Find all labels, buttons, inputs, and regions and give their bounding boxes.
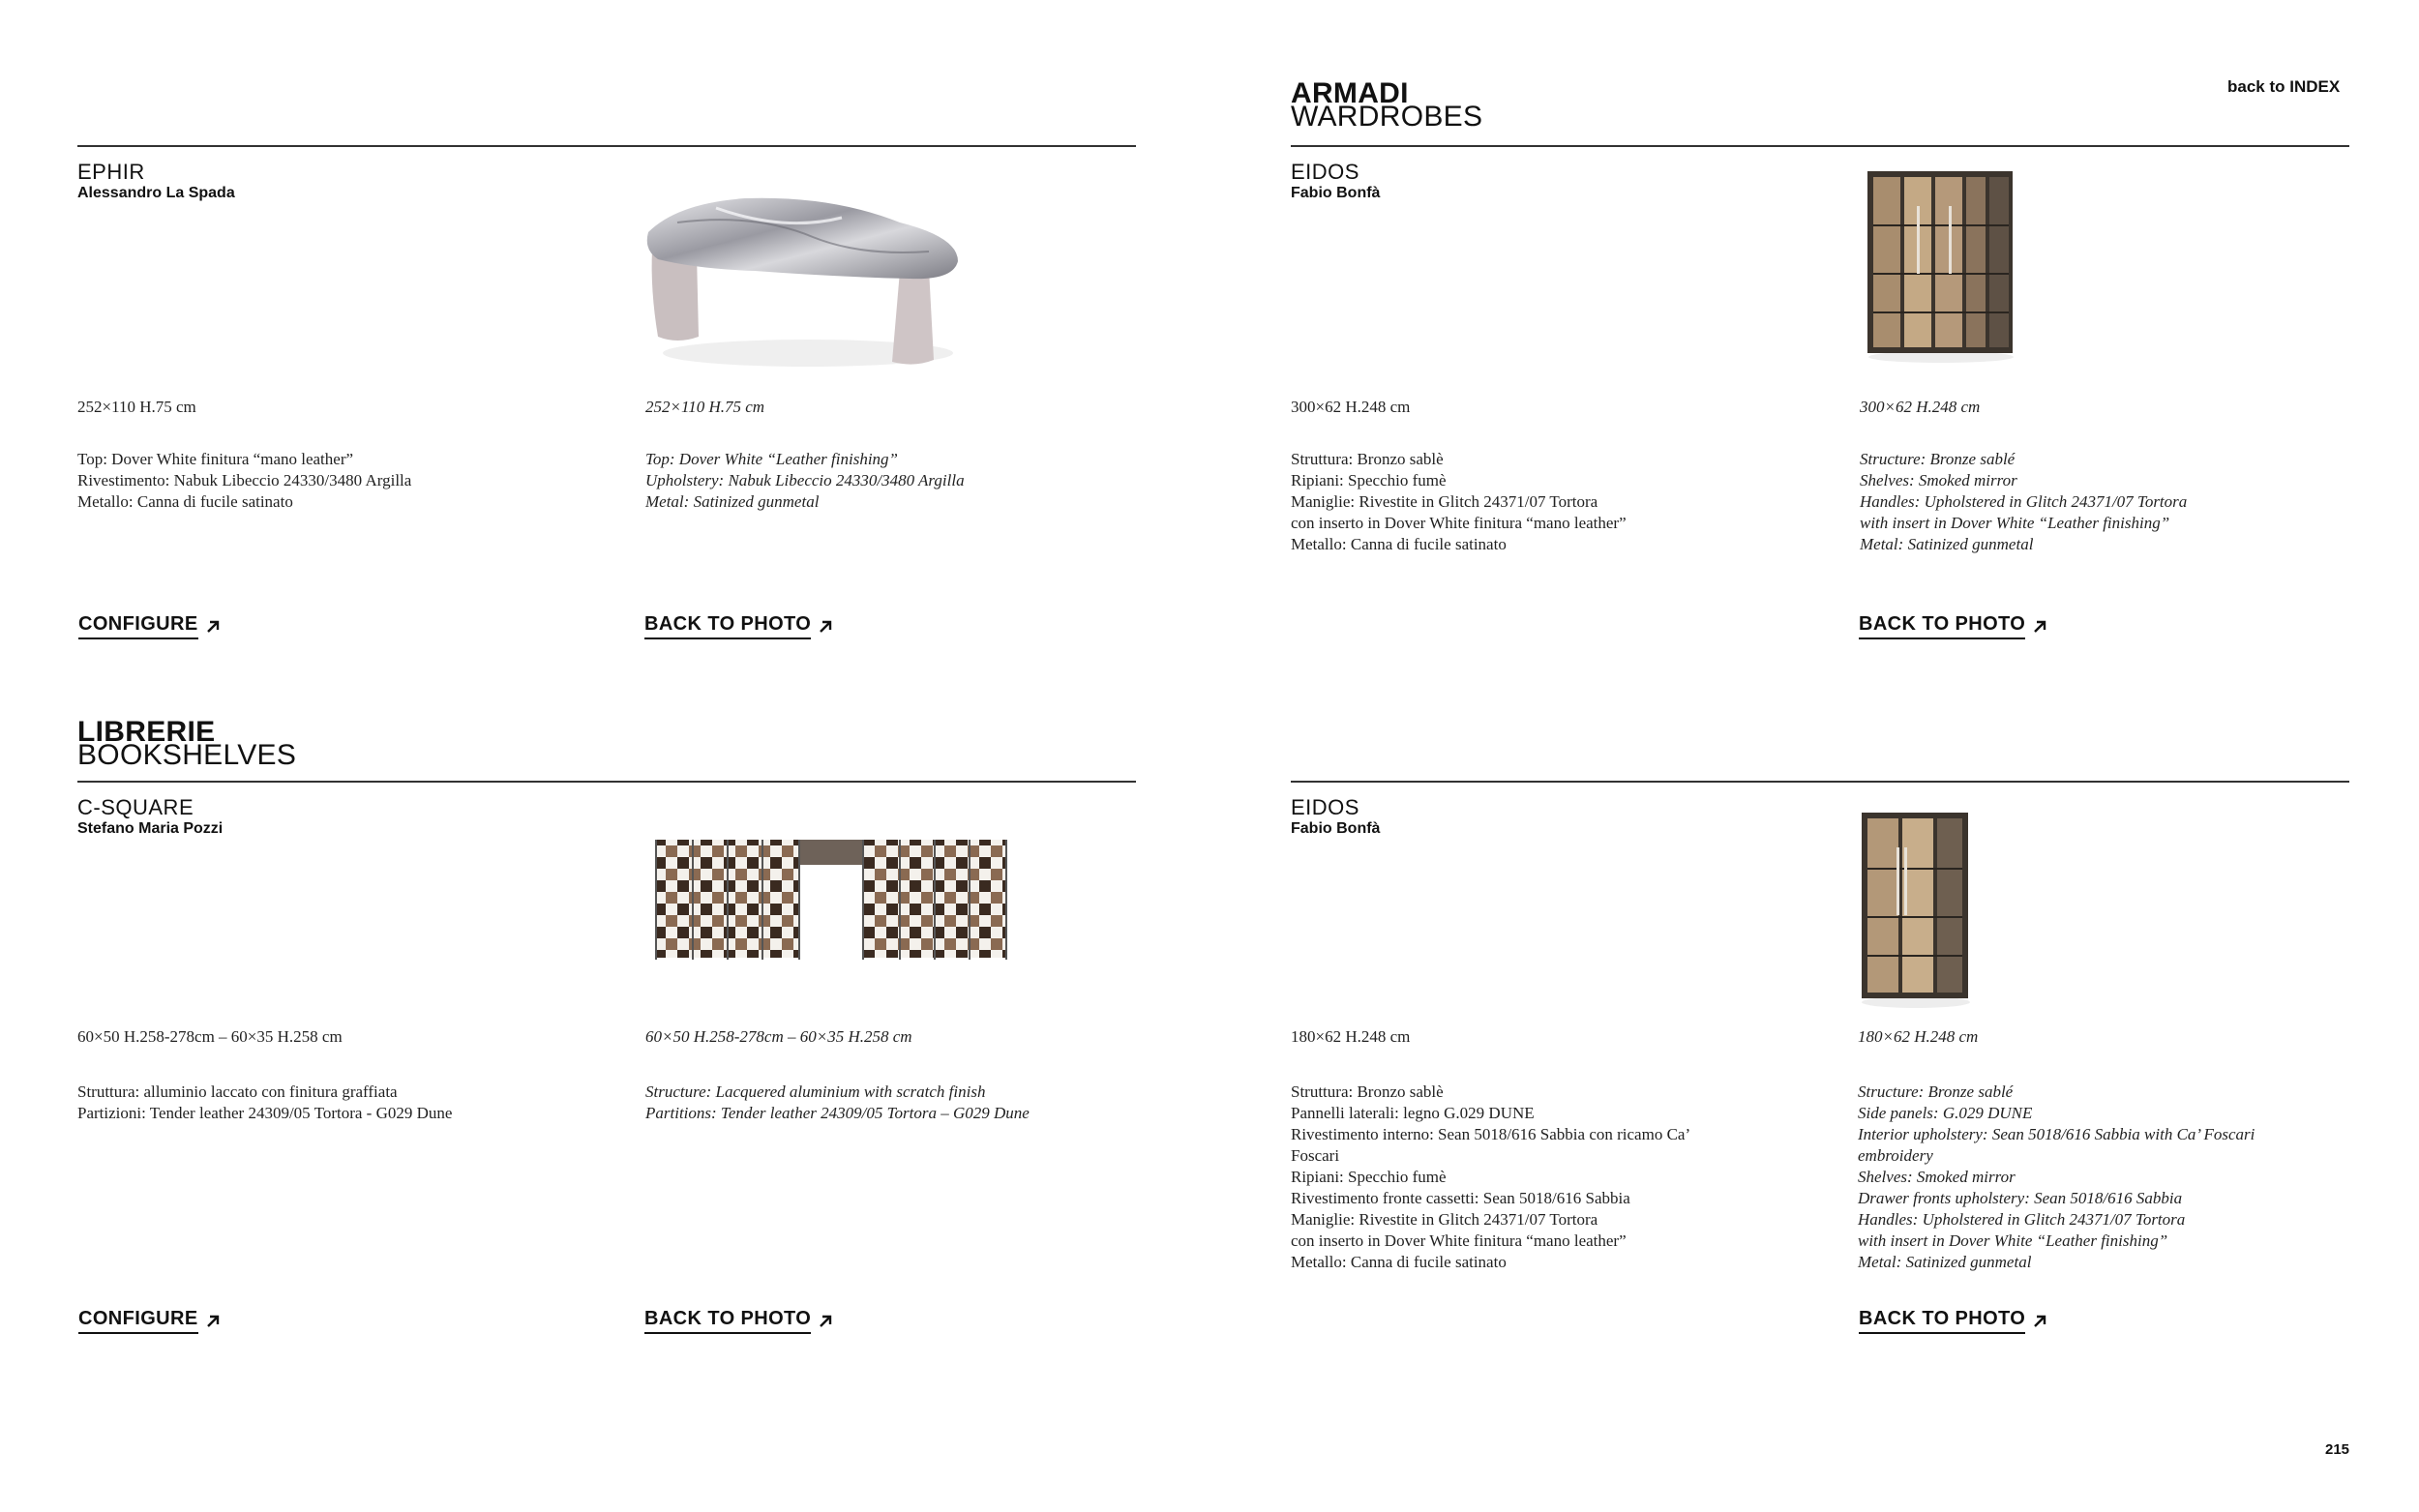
designer-eidos-2: Fabio Bonfà (1291, 820, 1381, 837)
product-image-eidos-wardrobe-small (1858, 809, 1974, 1008)
section-subtitle-bookshelves: BOOKSHELVES (77, 739, 297, 771)
divider-middle-right (1291, 781, 2349, 783)
arrow-up-right-icon (817, 618, 834, 636)
page-number: 215 (2325, 1441, 2350, 1458)
dimensions-c-square-it: 60×50 H.258-278cm – 60×35 H.258 cm (77, 1027, 343, 1046)
designer-c-square: Stefano Maria Pozzi (77, 820, 224, 837)
back-to-photo-link-eidos-1[interactable]: BACK TO PHOTO (1859, 613, 2048, 639)
product-image-c-square-bookshelf (654, 834, 1008, 962)
divider-top-right (1291, 145, 2349, 147)
specs-c-square-it: Struttura: alluminio laccato con finitura graffiata Partizioni: Tender leather 24309/05 Tortora - G029 Dune (77, 1082, 453, 1122)
specs-eidos-2-en: Structure: Bronze sablé Side panels: G.029 DUNE Interior upholstery: Sean 5018/616 Sabbia with Ca’ Foscari embroidery Shelves: Smoked mirror Drawer fronts upholstery: Sean 5018/616 Sabbia Handles: Upholstered in Glitch 24371/07 Tortora with insert in Dover White “Leather finishing” Metal: Satinized gunmetal (1858, 1082, 2255, 1271)
specs-c-square-en: Structure: Lacquered aluminium with scratch finish Partitions: Tender leather 24309/05 Tortora – G029 Dune (645, 1082, 1030, 1122)
arrow-up-right-icon (204, 1313, 222, 1330)
section-subtitle-wardrobes: WARDROBES (1291, 101, 1483, 133)
dimensions-eidos-2-en: 180×62 H.248 cm (1858, 1027, 1979, 1046)
specs-eidos-1-it: Struttura: Bronzo sablè Ripiani: Specchio fumè Maniglie: Rivestite in Glitch 24371/07 Tortora con inserto in Dover White finitura “mano leather” Metallo: Canna di fucile satinato (1291, 450, 1627, 553)
specs-eidos-1-en: Structure: Bronze sablé Shelves: Smoked mirror Handles: Upholstered in Glitch 24371/07 Tortora with insert in Dover White “Leather finishing” Metal: Satinized gunmetal (1860, 450, 2188, 553)
dimensions-ephir-it: 252×110 H.75 cm (77, 398, 196, 416)
dimensions-eidos-2-it: 180×62 H.248 cm (1291, 1027, 1411, 1046)
dimensions-ephir-en: 252×110 H.75 cm (645, 398, 765, 416)
product-name-eidos-1: EIDOS (1291, 160, 1359, 184)
dimensions-eidos-1-en: 300×62 H.248 cm (1860, 398, 1981, 416)
arrow-up-right-icon (2031, 618, 2048, 636)
back-to-photo-link-ephir[interactable]: BACK TO PHOTO (644, 613, 834, 639)
dimensions-eidos-1-it: 300×62 H.248 cm (1291, 398, 1411, 416)
specs-eidos-2-it: Struttura: Bronzo sablè Pannelli laterali: legno G.029 DUNE Rivestimento interno: Sean 5018/616 Sabbia con ricamo Ca’ Foscari Ripiani: Specchio fumè Rivestimento fronte cassetti: Sean 5018/616 Sabbia Maniglie: Rivestite in Glitch 24371/07 Tortora con inserto in Dover White finitura “mano leather” Metallo: Canna di fucile satinato (1291, 1082, 1691, 1271)
back-to-photo-link-eidos-2[interactable]: BACK TO PHOTO (1859, 1308, 2048, 1334)
product-name-ephir: EPHIR (77, 160, 145, 184)
divider-top-left (77, 145, 1136, 147)
product-name-c-square: C-SQUARE (77, 795, 194, 819)
back-to-index-link[interactable]: back to INDEX (2227, 77, 2341, 96)
configure-link-ephir[interactable]: CONFIGURE (78, 613, 222, 639)
product-image-eidos-wardrobe-large (1864, 167, 2018, 363)
divider-middle-left (77, 781, 1136, 783)
back-to-photo-link-c-square[interactable]: BACK TO PHOTO (644, 1308, 834, 1334)
arrow-up-right-icon (2031, 1313, 2048, 1330)
product-image-ephir-desk (639, 184, 968, 372)
dimensions-c-square-en: 60×50 H.258-278cm – 60×35 H.258 cm (645, 1027, 912, 1046)
arrow-up-right-icon (817, 1313, 834, 1330)
designer-eidos-1: Fabio Bonfà (1291, 185, 1381, 201)
configure-link-c-square[interactable]: CONFIGURE (78, 1308, 222, 1334)
product-name-eidos-2: EIDOS (1291, 795, 1359, 819)
specs-ephir-it: Top: Dover White finitura “mano leather” Rivestimento: Nabuk Libeccio 24330/3480 Argilla Metallo: Canna di fucile satinato (77, 450, 412, 511)
section-title-armadi: ARMADI (1291, 77, 1409, 109)
section-title-librerie: LIBRERIE (77, 716, 216, 748)
arrow-up-right-icon (204, 618, 222, 636)
designer-ephir: Alessandro La Spada (77, 185, 235, 201)
specs-ephir-en: Top: Dover White “Leather finishing” Upholstery: Nabuk Libeccio 24330/3480 Argilla Metal: Satinized gunmetal (645, 450, 965, 511)
